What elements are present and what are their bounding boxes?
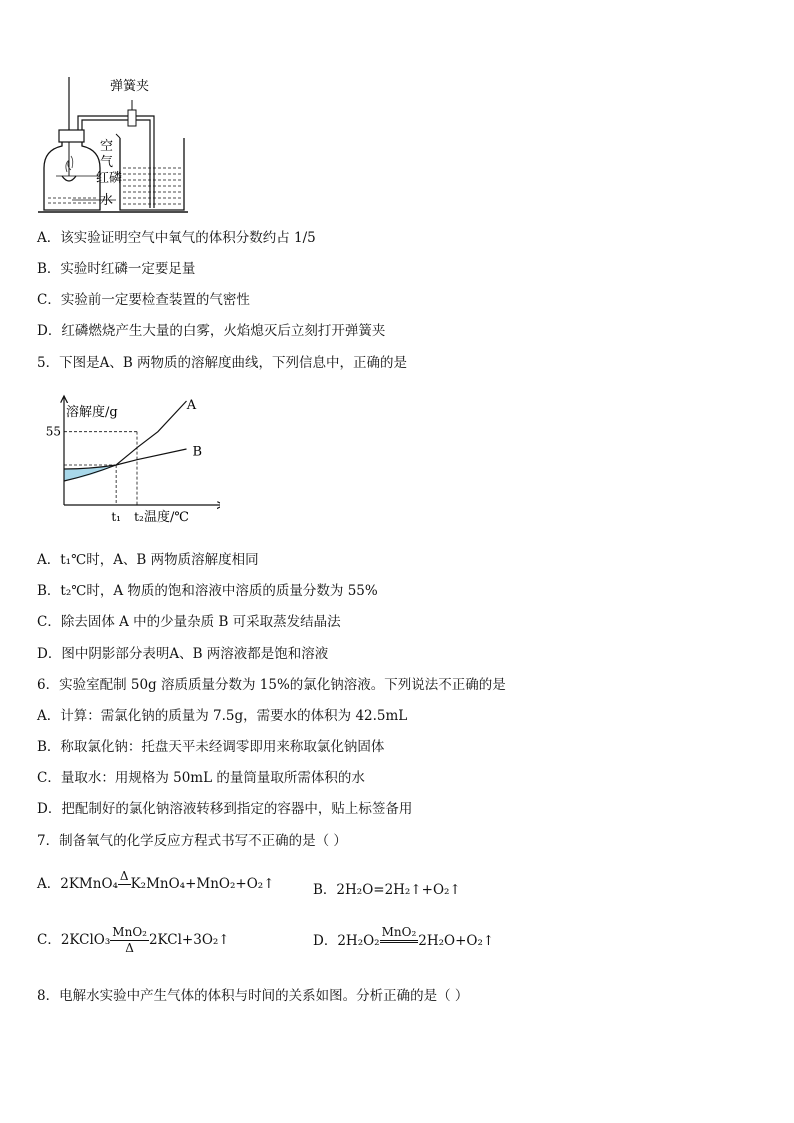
q4-option-b: B．实验时红磷一定要足量 <box>37 261 196 277</box>
spring-clip <box>128 110 136 126</box>
apparatus-figure <box>36 72 196 218</box>
q7-a-label: A． <box>37 876 61 892</box>
q5-option-b: B．t₂℃时，A 物质的饱和溶液中溶质的质量分数为 55% <box>37 583 378 599</box>
q7-stem: 7．制备氧气的化学反应方程式书写不正确的是（ ） <box>37 833 347 849</box>
q7-option-d <box>313 926 494 957</box>
x-tick-label-t2: t₂ <box>134 510 144 524</box>
q7-c-left: 2KClO₃ <box>60 932 111 948</box>
q6-stem: 6．实验室配制 50g 溶质质量分数为 15%的氯化钠溶液。下列说法不正确的是 <box>37 677 506 693</box>
label-spring-clip: 弹簧夹 <box>110 79 150 94</box>
q4-option-a: A．该实验证明空气中氧气的体积分数约占 1/5 <box>37 230 316 246</box>
q7-d-left: 2H₂O₂ <box>337 933 380 949</box>
x-tick-label-t1: t₁ <box>111 510 121 524</box>
curve-b <box>64 449 187 469</box>
y-axis-label: 溶解度/g <box>66 405 118 420</box>
q6-option-c: C．量取水：用规格为 50mL 的量筒量取所需体积的水 <box>37 770 365 786</box>
stopper <box>59 130 84 142</box>
x-axis-label: 温度/℃ <box>144 510 189 525</box>
q8-stem: 8．电解水实验中产生气体的体积与时间的关系如图。分析正确的是（ ） <box>37 988 469 1004</box>
label-phosphorus: 红磷 <box>96 171 123 186</box>
q6-option-d: D．把配制好的氯化钠溶液转移到指定的容器中，贴上标签备用 <box>37 801 413 817</box>
label-water: 水 <box>100 193 114 208</box>
q5-option-c: C．除去固体 A 中的少量杂质 B 可采取蒸发结晶法 <box>37 614 341 630</box>
y-tick-label-55: 55 <box>45 424 61 439</box>
q7-d-label: D． <box>313 933 338 949</box>
solubility-chart <box>40 390 220 530</box>
series-label-a: A <box>186 398 197 413</box>
q5-stem: 5．下图是A、B 两物质的溶解度曲线，下列信息中，正确的是 <box>37 355 408 371</box>
q7-c-label: C． <box>37 932 61 948</box>
q7-a-right: K₂MnO₄+MnO₂+O₂↑ <box>130 876 275 892</box>
q4-option-c: C．实验前一定要检查装置的气密性 <box>37 292 250 308</box>
q7-c-condition-top: MnO₂ <box>112 925 147 939</box>
series-label-b: B <box>192 444 203 460</box>
q7-option-c <box>37 926 230 955</box>
q7-d-condition-top: MnO₂ <box>381 925 417 939</box>
q6-option-a: A．计算：需氯化钠的质量为 7.5g，需要水的体积为 42.5mL <box>37 708 408 724</box>
label-air-2: 气 <box>100 155 114 170</box>
q7-c-right: 2KCl+3O₂↑ <box>148 932 230 948</box>
q7-a-condition: Δ <box>119 869 129 883</box>
q7-c-condition-bottom: Δ <box>125 941 134 955</box>
q4-option-d: D．红磷燃烧产生大量的白雾，火焰熄灭后立刻打开弹簧夹 <box>37 323 386 339</box>
q7-option-a <box>37 870 275 899</box>
q7-option-b: B．2H₂O=2H₂↑+O₂↑ <box>313 882 461 898</box>
q6-option-b: B．称取氯化钠：托盘天平未经调零即用来称取氯化钠固体 <box>37 739 385 755</box>
q5-option-a: A．t₁℃时，A、B 两物质溶解度相同 <box>37 552 259 568</box>
q7-a-left: 2KMnO₄ <box>60 876 118 892</box>
label-air-1: 空 <box>100 139 114 154</box>
q5-option-d: D．图中阴影部分表明A、B 两溶液都是饱和溶液 <box>37 646 329 662</box>
q7-d-right: 2H₂O+O₂↑ <box>418 933 495 949</box>
